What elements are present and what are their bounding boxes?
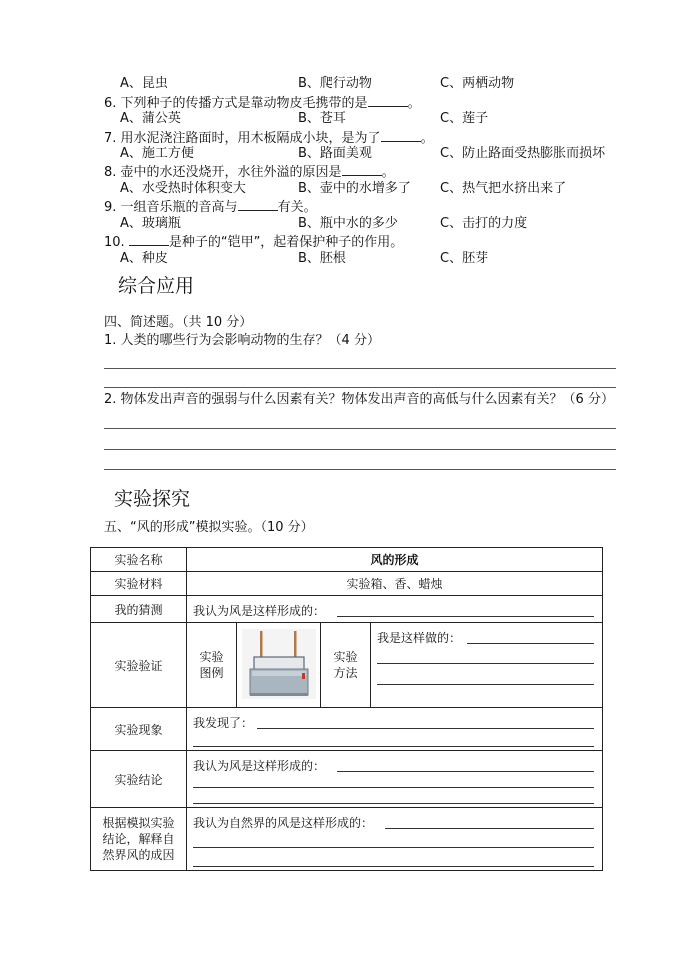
q10-option-a: A、种皮: [120, 251, 168, 266]
q8-stem: [104, 163, 395, 181]
label-phenomenon: 实验现象: [91, 708, 187, 751]
q6-text-before: 下列种子的传播方式是靠动物皮毛携带的是: [120, 96, 368, 111]
short-answer-q1: 1. 人类的哪些行为会影响动物的生存？（4 分）: [104, 333, 380, 348]
q5-option-b: B、爬行动物: [298, 76, 372, 91]
q9-option-c: C、击打的力度: [440, 216, 528, 231]
q7-number: 7.: [104, 131, 117, 146]
row-guess: [91, 596, 603, 623]
label-experiment-material: 实验材料: [91, 572, 187, 596]
experiment-box-image: [242, 629, 316, 699]
method-prompt: 我是这样做的：: [377, 631, 462, 645]
value-experiment-name: 风的形成: [187, 548, 603, 572]
section-heading-experiment: 五、“风的形成”模拟实验。（10 分）: [104, 520, 314, 535]
q10-number: 10.: [104, 235, 125, 250]
q8-option-b: B、壶中的水增多了: [298, 181, 411, 196]
section-title-experiment: 实验探究: [114, 488, 191, 510]
diagram-label: 实验图例: [199, 650, 224, 680]
experiment-table: [90, 547, 603, 871]
method-answer-line-2[interactable]: [377, 663, 594, 664]
q6-option-b: B、苍耳: [298, 111, 346, 126]
label-nature: 根据模拟实验结论，解释自然界风的成因: [102, 816, 175, 862]
answer-line-q2-3[interactable]: [104, 469, 616, 470]
method-answer-line-3[interactable]: [377, 684, 594, 685]
row-phenomenon: [91, 708, 603, 751]
q6-option-c: C、莲子: [440, 111, 489, 126]
nature-prompt: 我认为自然界的风是这样形成的：: [193, 816, 374, 830]
q10-answer-blank[interactable]: [129, 233, 169, 246]
q8-answer-blank[interactable]: [342, 163, 382, 176]
q5-option-a: A、昆虫: [120, 76, 168, 91]
short-answer-q2: 2. 物体发出声音的强弱与什么因素有关？物体发出声音的高低与什么因素有关？（6 分）: [104, 392, 614, 407]
q9-stem: [104, 198, 317, 216]
q8-text-before: 壶中的水还没烧开，水往外溢的原因是: [120, 165, 342, 180]
cell-conclusion: [187, 751, 603, 808]
conclusion-answer-line-3[interactable]: [193, 803, 594, 804]
cell-nature: [187, 808, 603, 871]
value-experiment-material: 实验箱、香、蜡烛: [187, 572, 603, 596]
q7-option-a: A、施工方便: [120, 146, 194, 161]
q9-answer-blank[interactable]: [238, 198, 278, 211]
label-guess: 我的猜测: [91, 596, 187, 623]
label-conclusion: 实验结论: [91, 751, 187, 808]
method-answer-line-1[interactable]: [467, 643, 594, 644]
conclusion-answer-line-2[interactable]: [193, 787, 594, 788]
conclusion-answer-line-1[interactable]: [337, 771, 594, 772]
row-conclusion: [91, 751, 603, 808]
q10-option-b: B、胚根: [298, 251, 346, 266]
q6-answer-blank[interactable]: [368, 94, 408, 107]
q6-number: 6.: [104, 96, 117, 111]
section-title-comprehensive: 综合应用: [118, 275, 195, 297]
cell-phenomenon: [187, 708, 603, 751]
q9-number: 9.: [104, 200, 117, 215]
q6-text-after: 。: [407, 96, 421, 111]
cell-guess: [187, 596, 603, 623]
guess-prompt: 我认为风是这样形成的：: [193, 604, 326, 618]
label-experiment-name: 实验名称: [91, 548, 187, 572]
phenomenon-prompt: 我发现了：: [193, 716, 254, 730]
label-verify: 实验验证: [91, 623, 187, 708]
q9-option-b: B、瓶中水的多少: [298, 216, 398, 231]
row-verify: [91, 623, 603, 708]
q8-option-c: C、热气把水挤出来了: [440, 181, 567, 196]
q6-stem: [104, 94, 421, 112]
answer-line-q1-2[interactable]: [104, 387, 616, 388]
q7-text-after: 。: [420, 131, 434, 146]
nature-answer-line-3[interactable]: [193, 866, 594, 867]
section-heading-short-answer: 四、简述题。（共 10 分）: [104, 315, 253, 330]
q7-text-before: 用水泥浇注路面时，用木板隔成小块，是为了: [120, 131, 381, 146]
q8-number: 8.: [104, 165, 117, 180]
nature-answer-line-1[interactable]: [385, 828, 594, 829]
cell-diagram-label: [187, 623, 237, 708]
q6-option-a: A、蒲公英: [120, 111, 181, 126]
cell-diagram-image: [237, 623, 321, 708]
q5-option-c: C、两栖动物: [440, 76, 515, 91]
q7-stem: [104, 129, 434, 147]
nature-answer-line-2[interactable]: [193, 847, 594, 848]
phenomenon-answer-line-1[interactable]: [257, 728, 594, 729]
q9-text-before: 一组音乐瓶的音高与: [120, 200, 238, 215]
q7-option-c: C、防止路面受热膨胀而损坏: [440, 146, 606, 161]
row-experiment-material: [91, 572, 603, 596]
cell-nature-label: [91, 808, 187, 871]
q10-stem: [104, 233, 403, 251]
q8-option-a: A、水受热时体积变大: [120, 181, 246, 196]
cell-method-label: [321, 623, 371, 708]
q10-text-after: 是种子的“铠甲”，起着保护种子的作用。: [168, 235, 404, 250]
answer-line-q2-2[interactable]: [104, 449, 616, 450]
phenomenon-answer-line-2[interactable]: [193, 746, 594, 747]
q7-option-b: B、路面美观: [298, 146, 372, 161]
answer-line-q2-1[interactable]: [104, 428, 616, 429]
q9-text-after: 有关。: [277, 200, 317, 215]
row-experiment-name: [91, 548, 603, 572]
cell-method: [371, 623, 603, 708]
conclusion-prompt: 我认为风是这样形成的：: [193, 759, 326, 773]
method-label: 实验方法: [333, 650, 358, 680]
row-nature: [91, 808, 603, 871]
q9-option-a: A、玻璃瓶: [120, 216, 181, 231]
q8-text-after: 。: [381, 165, 395, 180]
guess-answer-line[interactable]: [337, 616, 594, 617]
q7-answer-blank[interactable]: [381, 129, 421, 142]
q10-option-c: C、胚芽: [440, 251, 489, 266]
answer-line-q1-1[interactable]: [104, 368, 616, 369]
